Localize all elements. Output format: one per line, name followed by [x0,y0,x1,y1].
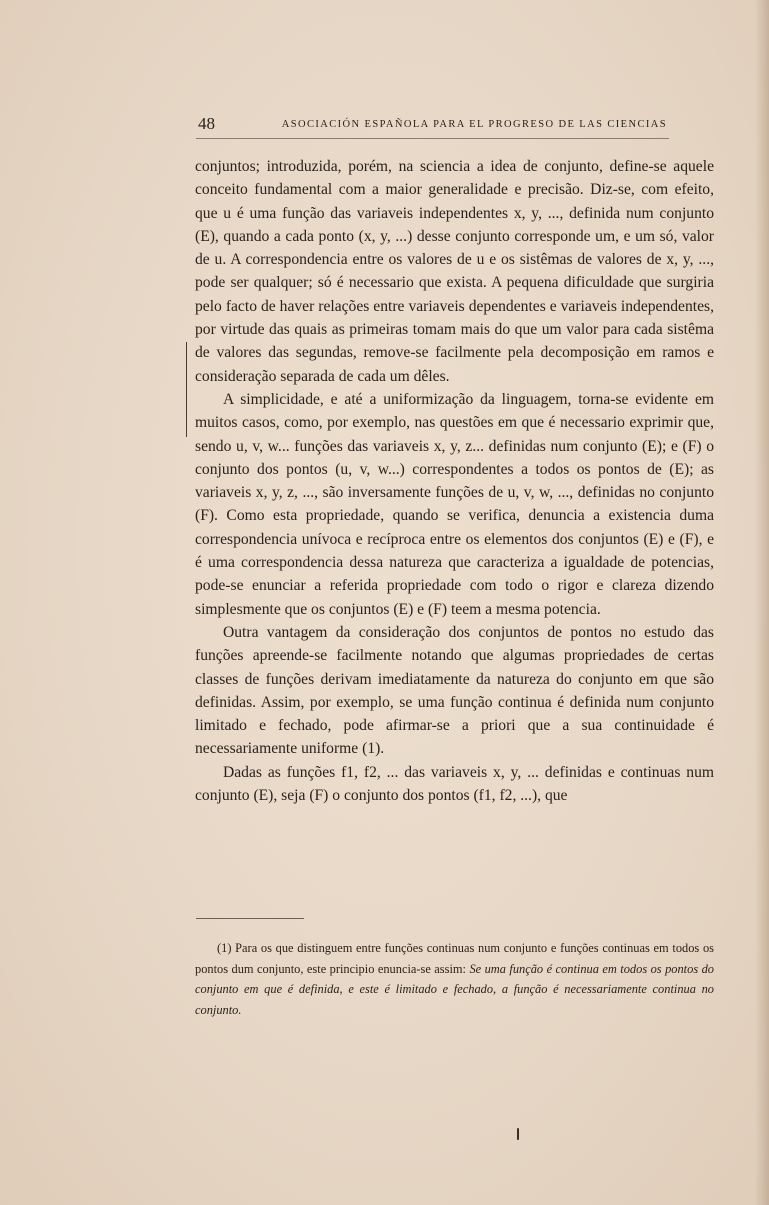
body-text [195,155,714,807]
paragraph-2: A simplicidade, e até a uniformização da linguagem, torna-se evidente em muitos casos, como, por exemplo, nas questões em que é necessario exprimir que, sendo u, v, w... funções das variaveis x, y, z... definidas num conjunto (E); e (F) o conjunto dos pontos (u, v, w...) correspondentes a todos os pontos de (E); as variaveis x, y, z, ..., são inversamente funções de u, v, w, ..., definidas no conjunto (F). Como esta propriedade, quando se verifica, denuncia a existencia duma correspondencia unívoca e recíproca entre os elementos dos conjuntos (E) e (F), e é uma correspondencia dessa natureza que caracteriza a igualdade de potencias, pode-se enunciar a referida propriedade com todo o rigor e clareza dizendo simplesmente que os conjuntos (E) e (F) teem a mesma potencia. [195,390,714,618]
ink-speck [517,1128,519,1140]
page-edge-shadow [755,0,769,1205]
footnote-quote: Se uma função é continua em todos os pontos do conjunto em que é definida, e este é limitado e fechado, a função é necessariamente continua no conjunto. [195,961,714,1017]
running-head: ASOCIACIÓN ESPAÑOLA PARA EL PROGRESO DE LAS CIENCIAS [281,119,667,130]
page-number: 48 [198,114,215,133]
paragraph-4: Dadas as funções f1, f2, ... das variaveis x, y, ... definidas e continuas num conjunto (E), seja (F) o conjunto dos pontos (f1, f2, ...), que [195,763,714,805]
page-header [196,114,669,139]
paragraph-3: Outra vantagem da consideração dos conjuntos de pontos no estudo das funções apreende-se facilmente notando que algumas propriedades de certas classes de funções derivam imediatamente da natureza do conjunto em que são definidas. Assim, por exemplo, se uma função continua é definida num conjunto limitado e fechado, pode afirmar-se a priori que a sua continuidade é necessariamente uniforme (1). [195,623,714,758]
footnote-lead: (1) Para os que distinguem entre funções continuas num conjunto e funções continuas em todos os pontos dum conjunto, este principio enuncia-se assim: [195,941,714,976]
margin-bracket-mark [186,342,192,437]
paragraph-1: conjuntos; introduzida, porém, na sciencia a idea de conjunto, define-se aquele conceito fundamental com a maior generalidade e precisão. Diz-se, com efeito, que u é uma função das variaveis independentes x, y, ..., definida num conjunto (E), quando a cada ponto (x, y, ...) desse conjunto corresponde um, e um só, valor de u. A correspondencia entre os valores de u e os sistêmas de valores de x, y, ..., pode ser qualquer; só é necessario que exista. A pequena dificuldade que surgiria pelo facto de haver relações entre variaveis dependentes e variaveis independentes, por virtude das quais as primeiras tomam mais do que um valor para cada sistêma de valores das segundas, remove-se facilmente pela decomposição em ramos e consideração separada de cada um dêles. [195,158,714,385]
footnote-rule [196,918,304,919]
footnote [195,938,714,1020]
